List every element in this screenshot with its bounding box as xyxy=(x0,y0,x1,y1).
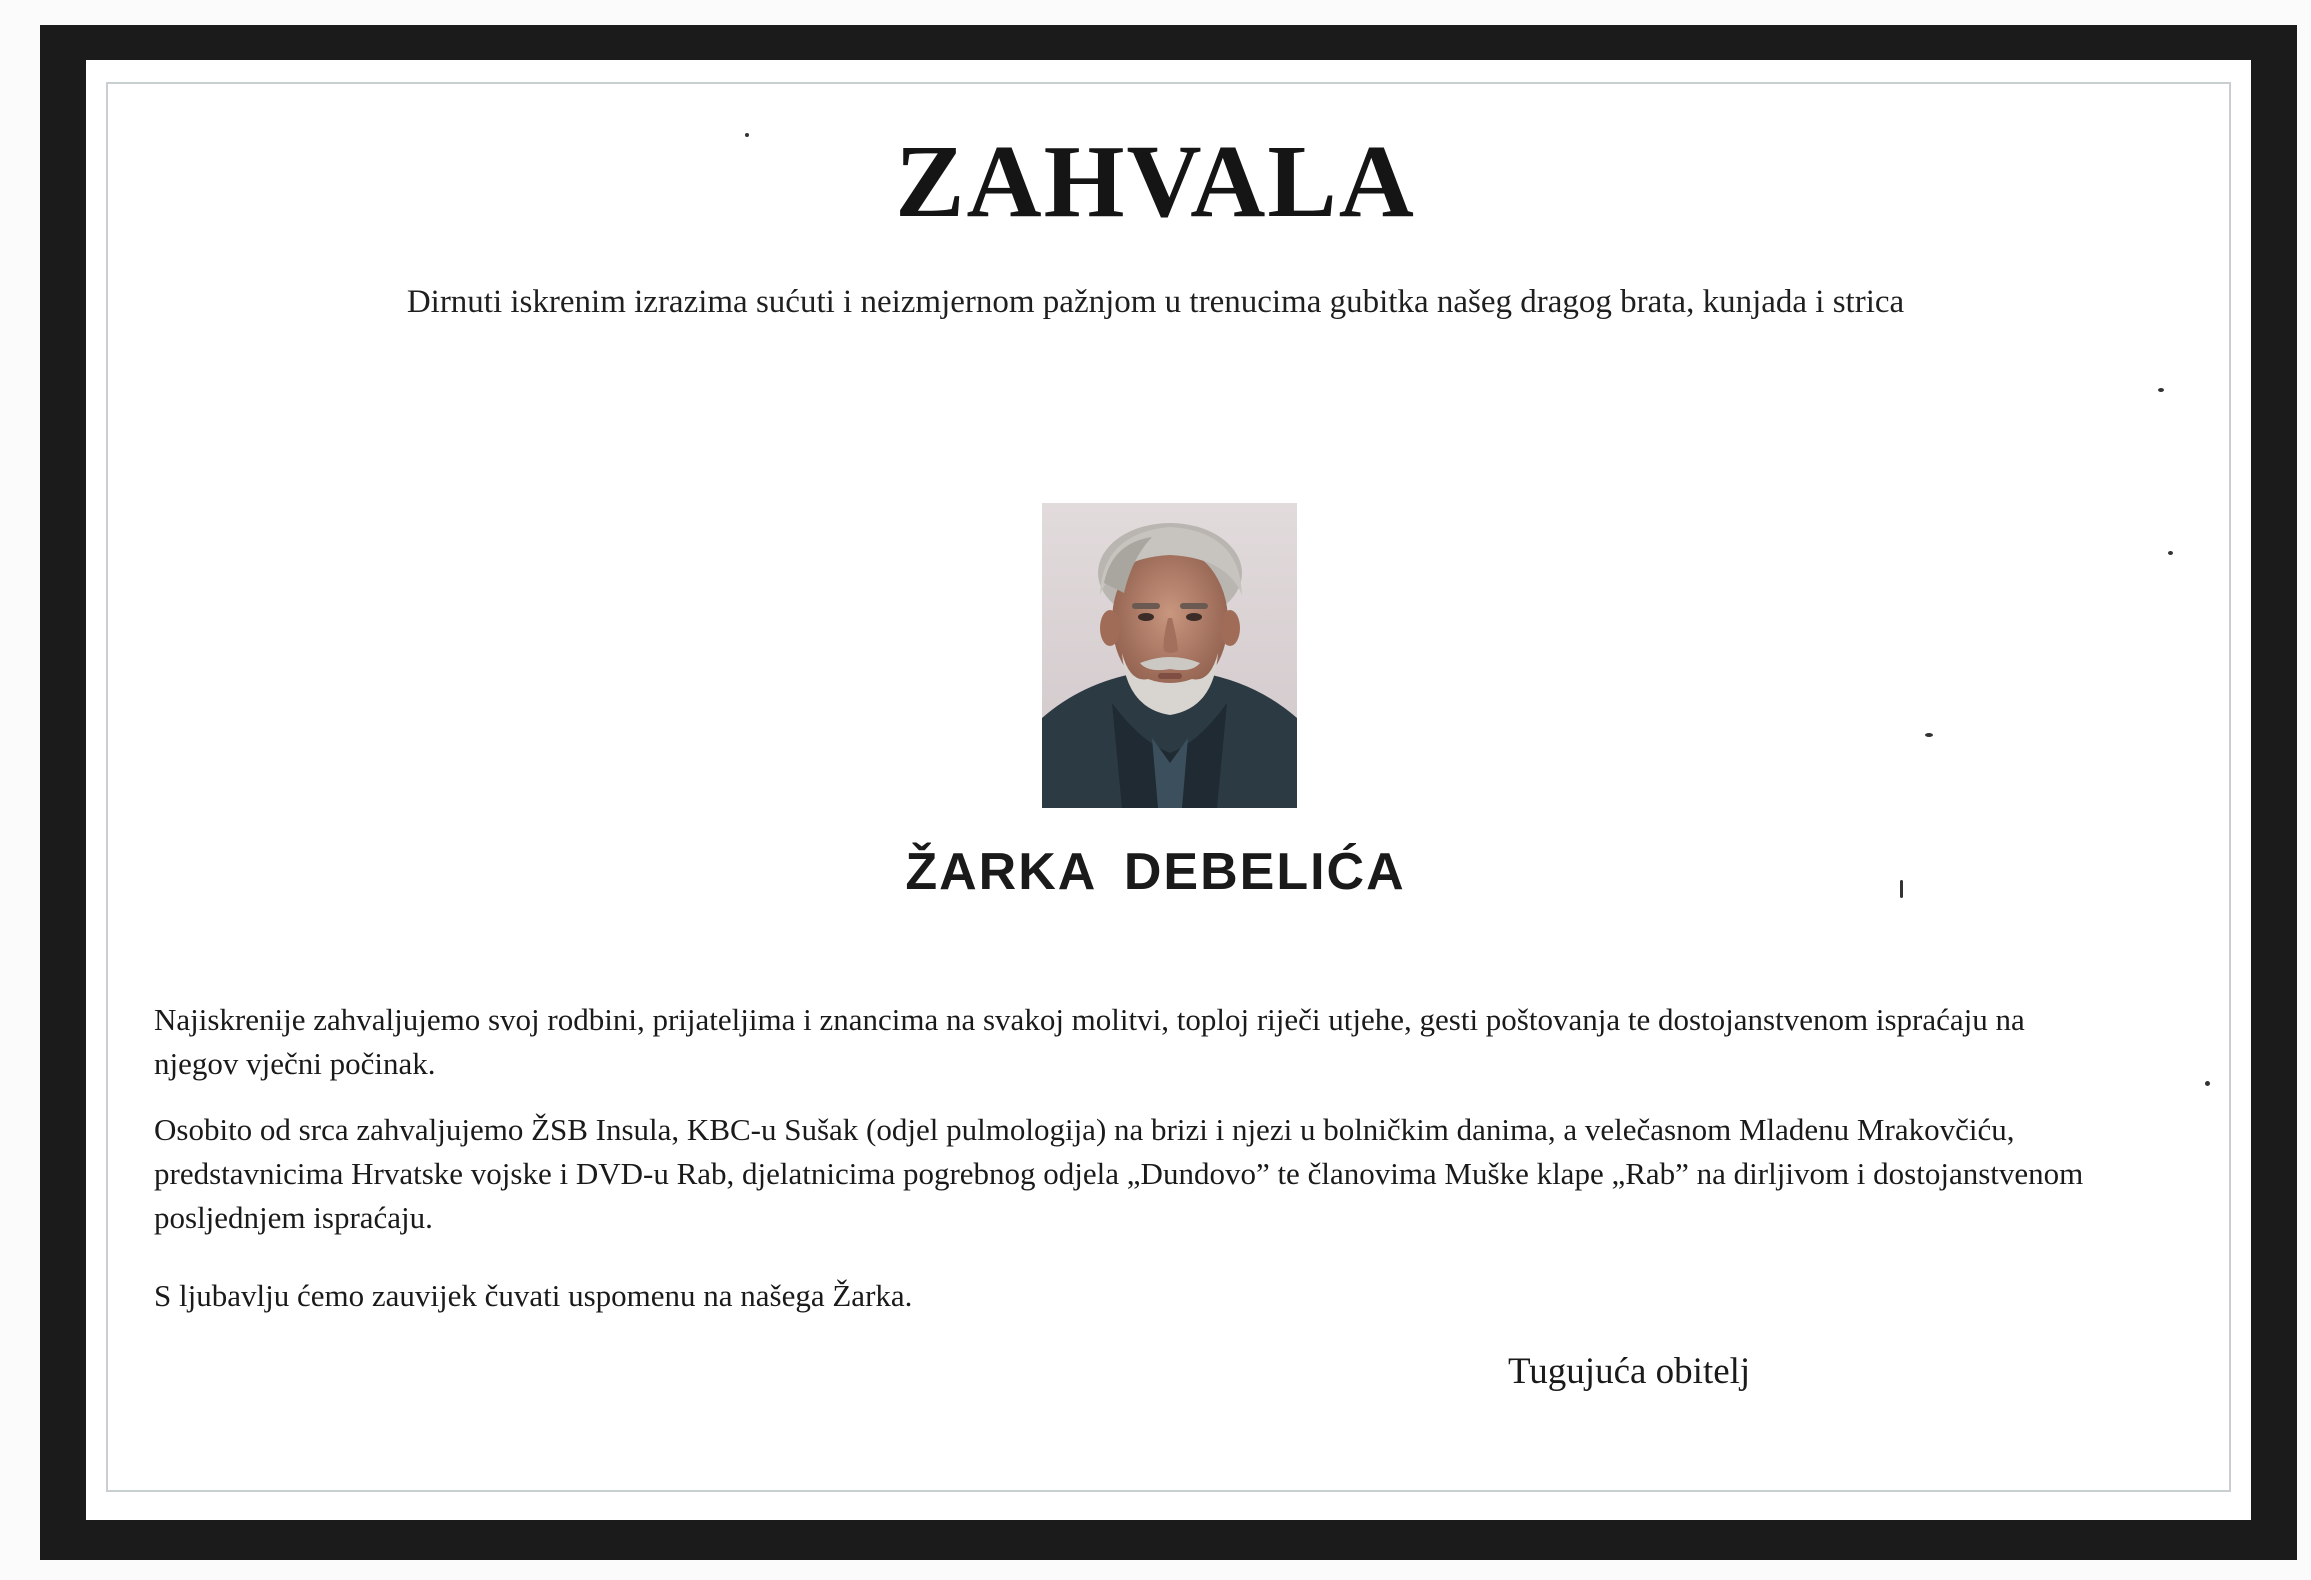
scan-speck xyxy=(1925,733,1933,737)
deceased-name: ŽARKA DEBELIĆA xyxy=(905,843,1406,901)
scan-speck xyxy=(1900,880,1903,898)
notice-subtitle: Dirnuti iskrenim izrazima sućuti i neizmjernom pažnjom u trenucima gubitka našeg dragog brata, kunjada i strica xyxy=(406,284,1905,320)
thanks-paragraph-1: Najiskrenije zahvaljujemo svoj rodbini, prijateljima i znancima na svakoj molitvi, toploj riječi utjehe, gesti poštovanja te dostojanstvenom ispraćaju na njegov vječni počinak. xyxy=(154,1002,2025,1081)
thanks-paragraph-2: Osobito od srca zahvaljujemo ŽSB Insula, KBC-u Sušak (odjel pulmologija) na brizi i njezi u bolničkim danima, a velečasnom Mladenu Mrakovčiću, predstavnicima Hrvatske vojske i DVD-u Rab, djelatnicima pogrebnog odjela „Dundovo” te članovima Muške klape „Rab” na dirljivom i dostojanstvenom posljednjem ispraćaju. xyxy=(154,1112,2084,1235)
scan-speck xyxy=(745,133,749,137)
scan-speck xyxy=(2168,551,2173,555)
scan-speck xyxy=(2205,1081,2210,1086)
signature: Tugujuća obitelj xyxy=(1508,1351,1751,1392)
portrait-photo xyxy=(1042,503,1297,808)
notice-title: ZAHVALA xyxy=(895,124,1416,239)
scan-speck xyxy=(2158,388,2164,392)
thanks-paragraph-3: S ljubavlju ćemo zauvijek čuvati uspomenu na našega Žarka. xyxy=(154,1278,913,1313)
